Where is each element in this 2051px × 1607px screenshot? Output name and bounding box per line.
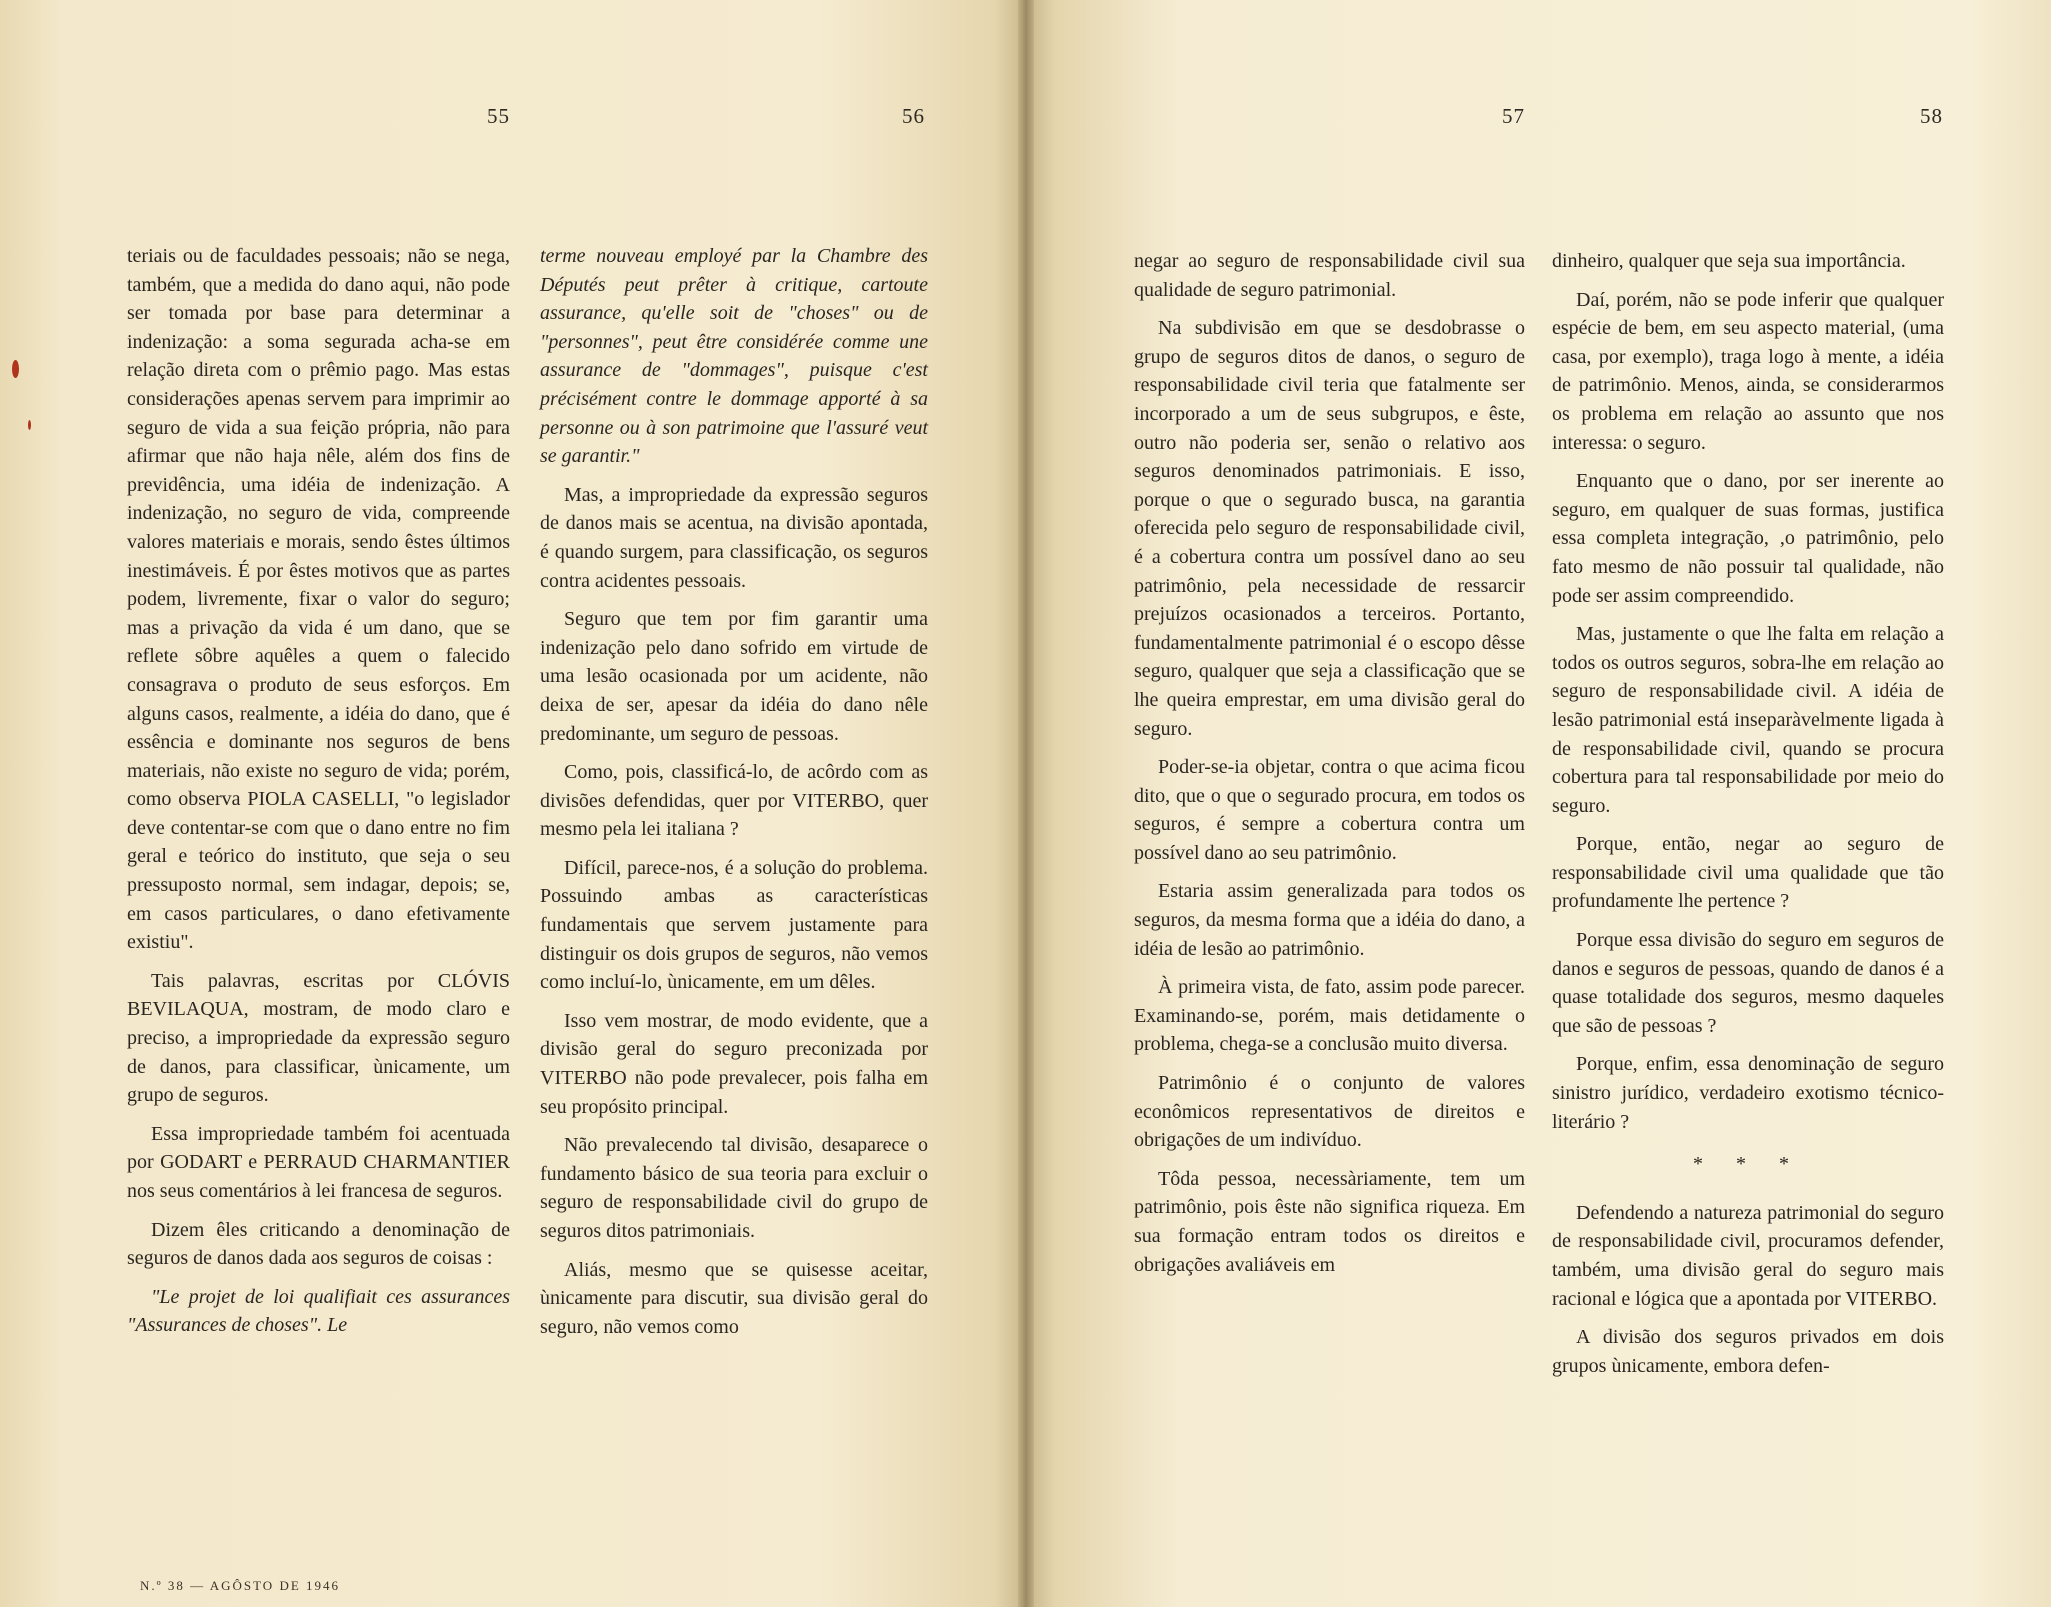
paragraph: dinheiro, qualquer que seja sua importância. <box>1552 250 1906 272</box>
french-quote: "Le projet de loi qualifiait ces assurances "Assurances de choses". Le <box>127 1285 510 1337</box>
page-number-56: 56 <box>902 104 925 128</box>
paragraph: Difícil, parece-nos, é a solução do problema. Possuindo ambas as características fundamentais que servem justamente para distinguir os dois grupos de seguros, não vemos como incluí-lo, ùnicamente, em um dêles. <box>540 856 928 994</box>
paragraph: Na subdivisão em que se desdobrasse o grupo de seguros ditos de danos, o seguro de responsabilidade civil teria que fatalmente ser incorporado a um de seus subgrupos, e êste, outro não poderia ser, senão o relativo aos seguros denominados patrimoniais. E isso, porque o que o segurado busca, na garantia oferecida pelo seguro de responsabilidade civil, é a cobertura contra um possível dano ao seu patrimônio, pela necessidade de ressarcir prejuízos ocasionados a terceiros. Portanto, fundamentalmente patrimonial é o escopo dêsse seguro, qualquer que seja a classificação que se lhe queira emprestar, em uma divisão geral do seguro. <box>1134 317 1525 740</box>
paragraph: Isso vem mostrar, de modo evidente, que a divisão geral do seguro preconizada por VITERBO não pode prevalecer, pois falha em seu propósito principal. <box>540 1009 928 1118</box>
paragraph: Tais palavras, escritas por CLÓVIS BEVILAQUA, mostram, de modo claro e preciso, a impropriedade da expressão seguro de danos, para classificar, ùnicamente, um grupo de seguros. <box>127 969 510 1107</box>
ink-speck <box>28 420 31 430</box>
paragraph: Mas, a impropriedade da expressão seguros de danos mais se acentua, na divisão apontada, é quando surgem, para classificação, os seguros contra acidentes pessoais. <box>540 483 928 592</box>
text-column-58 <box>1552 247 1944 1380</box>
paragraph: Como, pois, classificá-lo, de acôrdo com as divisões defendidas, quer por VITERBO, quer mesmo pela lei italiana ? <box>540 761 928 841</box>
paragraph: Enquanto que o dano, por ser inerente ao seguro, em qualquer de suas formas, justifica essa completa integração, ,o patrimônio, pelo fato mesmo de não possuir tal qualidade, não pode ser assim compreendido. <box>1552 470 1944 607</box>
french-quote: terme nouveau employé par la Chambre des Députés peut prêter à critique, cartoute assurance, qu'elle soit de "choses" ou de "personnes", peut être considérée comme une assurance de "dommages", puisque c'est précisément contre le dommage apporté à sa personne ou à son patrimoine que l'assuré veut se garantir." <box>540 245 928 468</box>
paragraph: Poder-se-ia objetar, contra o que acima ficou dito, que o que o segurado procura, em todos os seguros, é sempre a cobertura contra um possível dano ao seu patrimônio. <box>1134 756 1525 864</box>
book-gutter <box>1018 0 1034 1607</box>
paragraph: Porque, então, negar ao seguro de responsabilidade civil uma qualidade que tão profundamente lhe pertence ? <box>1552 833 1944 913</box>
paragraph: Porque essa divisão do seguro em seguros de danos e seguros de pessoas, quando de danos é a quase totalidade dos seguros, mesmo daqueles que são de pessoas ? <box>1552 929 1944 1037</box>
paragraph: Aliás, mesmo que se quisesse aceitar, ùnicamente para discutir, sua divisão geral do seguro, não vemos como <box>540 1258 928 1338</box>
text-column-56 <box>540 242 928 1341</box>
ink-speck <box>12 360 19 378</box>
paragraph: Defendendo a natureza patrimonial do seguro de responsabilidade civil, procuramos defender, também, uma divisão geral do seguro mais racional e lógica que a apontada por VITERBO. <box>1552 1201 1944 1310</box>
paragraph: Não prevalecendo tal divisão, desaparece o fundamento básico de sua teoria para excluir o seguro de responsabilidade civil do grupo de seguros ditos patrimoniais. <box>540 1134 928 1242</box>
page-number-55: 55 <box>487 104 510 128</box>
paragraph: Estaria assim generalizada para todos os seguros, da mesma forma que a idéia do dano, a idéia de lesão ao patrimônio. <box>1134 880 1525 960</box>
page-number-58: 58 <box>1920 104 1943 128</box>
paragraph: Mas, justamente o que lhe falta em relação a todos os outros seguros, sobra-lhe em relação ao seguro de responsabilidade civil. A idéia de lesão patrimonial está inseparàvelmente ligada à de responsabilidade civil, quando se procura cobertura para tal responsabilidade por meio do seguro. <box>1552 623 1944 817</box>
paragraph: teriais ou de faculdades pessoais; não se nega, também, que a medida do dano aqui, não pode ser tomada por base para determinar a indenização: a soma segurada acha-se em relação direta com o prêmio pago. Mas estas considerações apenas servem para imprimir ao seguro de vida a sua feição própria, não para afirmar que não haja nêle, além dos fins de previdência, uma idéia de indenização. A indenização, no seguro de vida, compreende valores materiais e morais, sendo êstes últimos inestimáveis. É por êstes motivos que as partes podem, livremente, fixar o valor do seguro; mas a privação da vida é um dano, que se reflete sôbre aquêles a quem o falecido consagrava o produto de seus esforços. Em alguns casos, realmente, a idéia do dano, que é essência e dominante nos seguros de bens materiais, não existe no seguro de vida; porém, como observa PIOLA CASELLI, "o legislador deve contentar-se com que o dano entre no fim geral e teórico do instituto, que seja o seu pressuposto normal, sem indagar, depois; se, em casos particulares, o dano efetivamente existiu". <box>127 245 510 954</box>
paragraph: Patrimônio é o conjunto de valores econômicos representativos de direitos e obrigações de um indivíduo. <box>1134 1072 1525 1152</box>
paragraph: negar ao seguro de responsabilidade civil sua qualidade de seguro patrimonial. <box>1134 250 1525 301</box>
paragraph: Seguro que tem por fim garantir uma indenização pelo dano sofrido em virtude de uma lesão ocasionada por um acidente, não deixa de ser, apesar da idéia do dano nêle predominante, um seguro de pessoas. <box>540 608 928 745</box>
paragraph: Essa impropriedade também foi acentuada por GODART e PERRAUD CHARMANTIER nos seus comentários à lei francesa de seguros. <box>127 1122 510 1202</box>
paragraph: À primeira vista, de fato, assim pode parecer. Examinando-se, porém, mais detidamente o problema, chega-se a conclusão muito diversa. <box>1134 976 1525 1056</box>
paragraph: Porque, enfim, essa denominação de seguro sinistro jurídico, verdadeiro exotismo técnico-literário ? <box>1552 1053 1944 1133</box>
section-separator: * * * <box>1693 1153 1803 1176</box>
paragraph: Daí, porém, não se pode inferir que qualquer espécie de bem, em seu aspecto material, (uma casa, por exemplo), traga logo à mente, a idéia de patrimônio. Menos, ainda, se considerarmos os problema em relação ao assunto que nos interessa: o seguro. <box>1552 288 1944 454</box>
issue-footer: N.º 38 — AGÔSTO DE 1946 <box>140 1578 341 1593</box>
text-column-57 <box>1134 247 1525 1279</box>
paragraph: A divisão dos seguros privados em dois grupos ùnicamente, embora defen- <box>1552 1326 1944 1377</box>
text-column-55 <box>127 242 510 1340</box>
paragraph: Dizem êles criticando a denominação de seguros de danos dada aos seguros de coisas : <box>127 1218 510 1270</box>
paragraph: Tôda pessoa, necessàriamente, tem um patrimônio, pois êste não significa riqueza. Em sua formação entram todos os direitos e obrigações avaliáveis em <box>1134 1167 1525 1276</box>
page-number-57: 57 <box>1502 104 1525 128</box>
